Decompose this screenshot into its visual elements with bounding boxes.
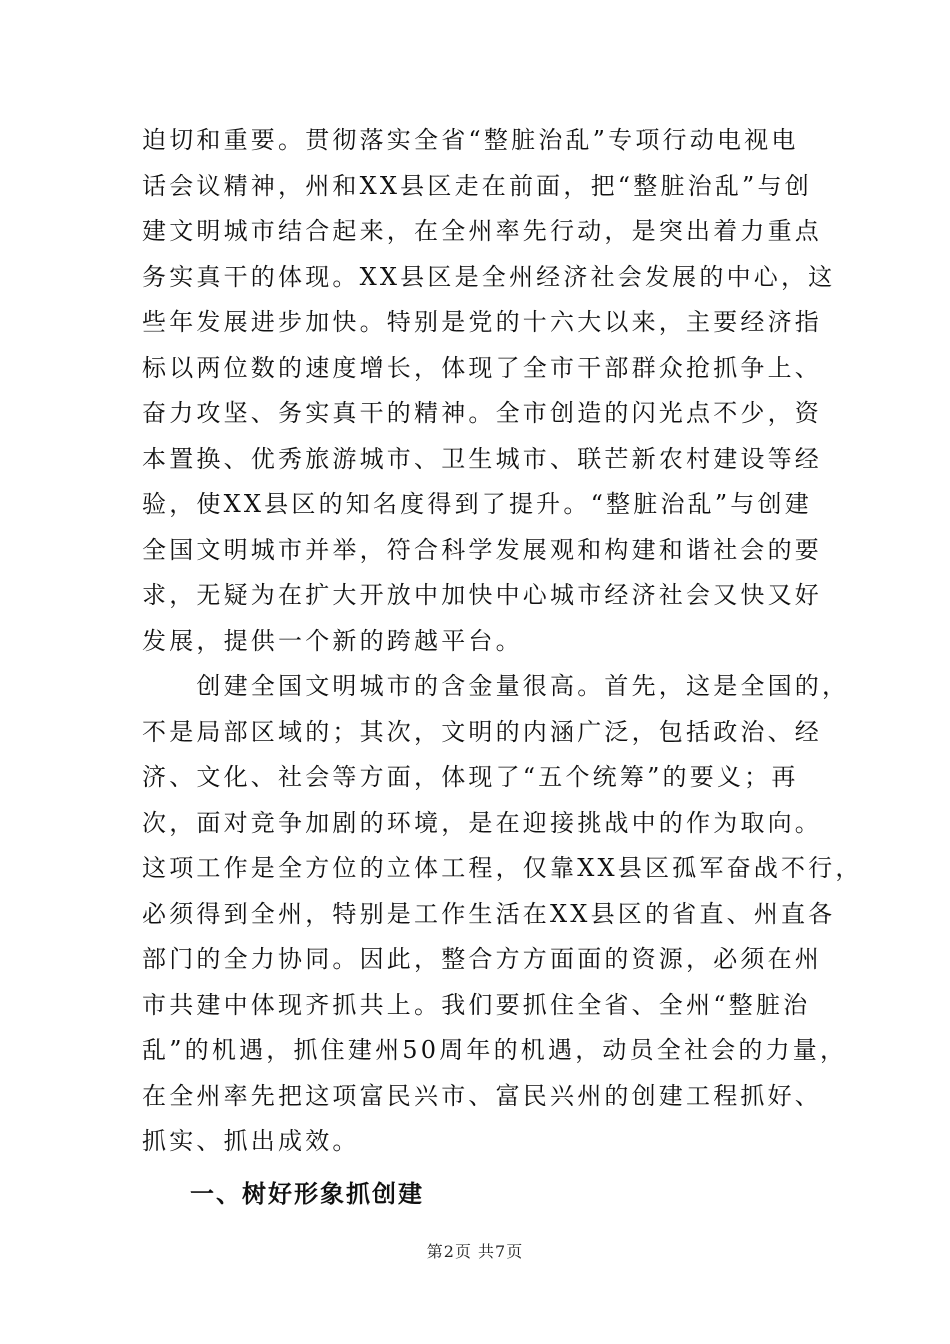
text-line: 抓实、抓出成效。 bbox=[142, 1127, 360, 1155]
body-text bbox=[142, 118, 863, 1219]
text-line: 些年发展进步加快。特别是党的十六大以来，主要经济指 bbox=[142, 308, 822, 336]
text-line: 务实真干的体现。XX县区是全州经济社会发展的中心，这 bbox=[142, 262, 836, 291]
text-line: 在全州率先把这项富民兴市、富民兴州的创建工程抓好、 bbox=[142, 1081, 822, 1110]
text-line: 验，使XX县区的知名度得到了提升。“整脏治乱”与创建 bbox=[142, 490, 812, 518]
text-line: 发展，提供一个新的跨越平台。 bbox=[142, 626, 523, 655]
text-line: 部门的全力协同。因此，整合方方面面的资源，必须在州 bbox=[142, 945, 822, 973]
text-line: 次，面对竞争加剧的环境，是在迎接挑战中的作为取向。 bbox=[142, 808, 822, 837]
text-line: 迫切和重要。贯彻落实全省“整脏治乱”专项行动电视电 bbox=[142, 126, 799, 154]
text-line: 求，无疑为在扩大开放中加快中心城市经济社会又快又好 bbox=[142, 581, 822, 609]
text-line: 全国文明城市并举，符合科学发展观和构建和谐社会的要 bbox=[142, 535, 822, 564]
text-line: 乱”的机遇，抓住建州50周年的机遇，动员全社会的力量， bbox=[142, 1036, 848, 1064]
text-line: 必须得到全州，特别是工作生活在XX县区的省直、州直各 bbox=[142, 899, 836, 928]
text-line: 话会议精神，州和XX县区走在前面，把“整脏治乱”与创 bbox=[142, 171, 812, 200]
text-line: 不是局部区域的；其次，文明的内涵广泛，包括政治、经 bbox=[142, 717, 822, 746]
text-line: 济、文化、社会等方面，体现了“五个统筹”的要义；再 bbox=[142, 763, 799, 791]
text-line: 本置换、优秀旅游城市、卫生城市、联芒新农村建设等经 bbox=[142, 444, 822, 473]
section-heading: 一、树好形象抓创建 bbox=[190, 1179, 424, 1208]
text-line: 建文明城市结合起来，在全州率先行动，是突出着力重点 bbox=[142, 217, 822, 245]
text-line: 市共建中体现齐抓共上。我们要抓住全省、全州“整脏治 bbox=[142, 990, 811, 1019]
text-line: 标以两位数的速度增长，体现了全市干部群众抢抓争上、 bbox=[142, 353, 822, 382]
page-number-footer: 第2页 共7页 bbox=[426, 1242, 524, 1261]
text-line: 创建全国文明城市的含金量很高。首先，这是全国的， bbox=[142, 672, 850, 700]
text-line: 这项工作是全方位的立体工程，仅靠XX县区孤军奋战不行， bbox=[142, 854, 863, 882]
text-line: 奋力攻坚、务实真干的精神。全市创造的闪光点不少，资 bbox=[142, 399, 822, 427]
